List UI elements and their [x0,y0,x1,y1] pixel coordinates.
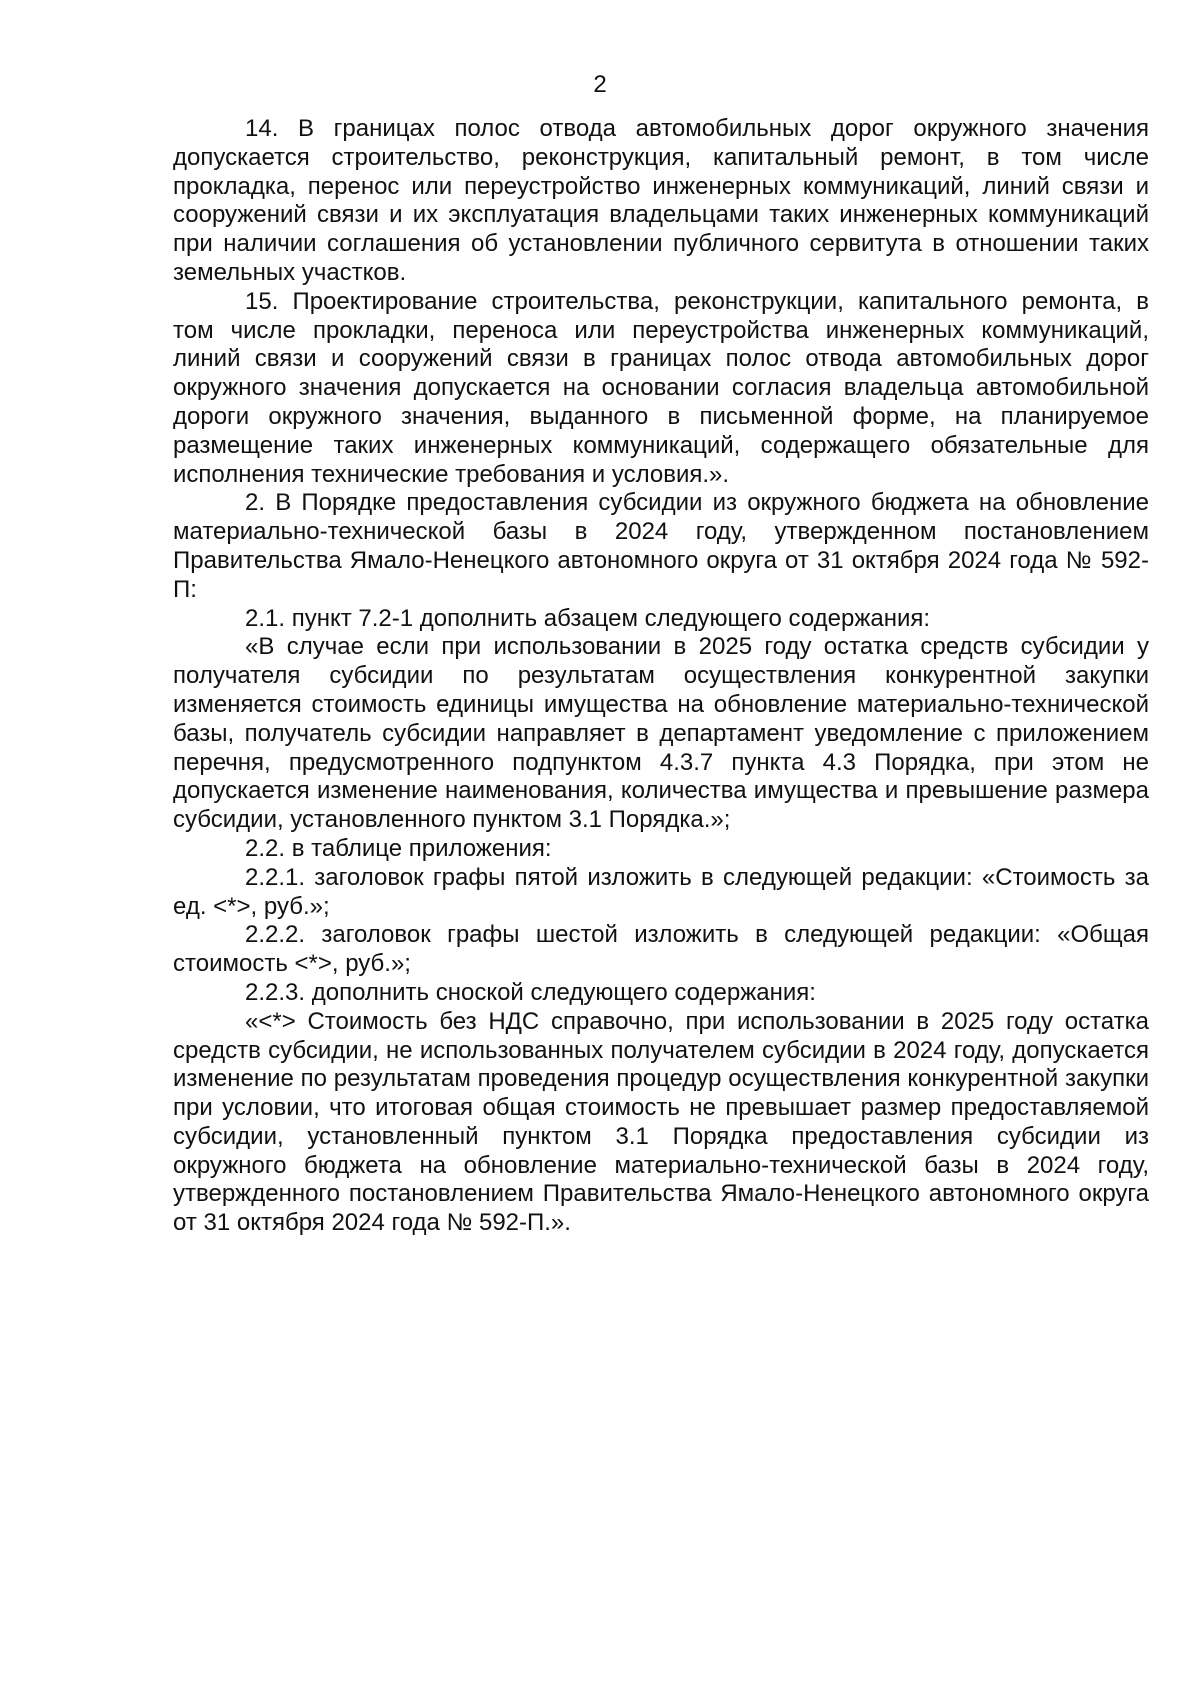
document-body [173,115,1149,1238]
paragraph-2-1-quote: «В случае если при использовании в 2025 году остатка средств субсидии у получателя субсидии по результатам осуществления конкурентной закупки изменяется стоимость единицы имущества на обновление материально-технической базы, получатель субсидии направляет в департамент уведомление с приложением перечня, предусмотренного подпунктом 4.3.7 пункта 4.3 Порядка, при этом не допускается изменение наименования, количества имущества и превышение размера субсидии, установленного пунктом 3.1 Порядка.»; [173,633,1149,834]
paragraph-item-15: 15. Проектирование строительства, реконструкции, капитального ремонта, в том числе прокладки, переноса или переустройства инженерных коммуникаций, линий связи и сооружений связи в границах полос отвода автомобильных дорог окружного значения допускается на основании согласия владельца автомобильной дороги окружного значения, выданного в письменной форме, на планируемое размещение таких инженерных коммуникаций, содержащего обязательные для исполнения технические требования и условия.». [173,287,1149,488]
paragraph-2-2-1: 2.2.1. заголовок графы пятой изложить в следующей редакции: «Стоимость за ед. <*>, руб.»; [173,863,1149,920]
paragraph-2-2-2: 2.2.2. заголовок графы шестой изложить в следующей редакции: «Общая стоимость <*>, руб.»; [173,921,1149,978]
paragraph-item-14: 14. В границах полос отвода автомобильных дорог окружного значения допускается строительство, реконструкция, капитальный ремонт, в том числе прокладка, перенос или переустройство инженерных коммуникаций, линий связи и сооружений связи и их эксплуатация владельцами таких инженерных коммуникаций при наличии соглашения об установлении публичного сервитута в отношении таких земельных участков. [173,115,1149,286]
page-number: 2 [593,71,607,98]
paragraph-section-2: 2. В Порядке предоставления субсидии из окружного бюджета на обновление материально-технической базы в 2024 году, утвержденном постановлением Правительства Ямало-Ненецкого автономного округа от 31 октября 2024 года № 592-П: [173,489,1149,603]
paragraph-footnote-quote: «<*> Стоимость без НДС справочно, при использовании в 2025 году остатка средств субсидии, не использованных получателем субсидии в 2024 году, допускается изменение по результатам проведения процедур осуществления конкурентной закупки при условии, что итоговая общая стоимость не превышает размер предоставляемой субсидии, установленный пунктом 3.1 Порядка предоставления субсидии из окружного бюджета на обновление материально-технической базы в 2024 году, утвержденного постановлением Правительства Ямало-Ненецкого автономного округа от 31 октября 2024 года № 592-П.». [173,1007,1149,1237]
paragraph-2-2-3: 2.2.3. дополнить сноской следующего содержания: [245,978,816,1006]
paragraph-2-2: 2.2. в таблице приложения: [245,834,552,862]
paragraph-2-1: 2.1. пункт 7.2-1 дополнить абзацем следующего содержания: [245,604,931,632]
